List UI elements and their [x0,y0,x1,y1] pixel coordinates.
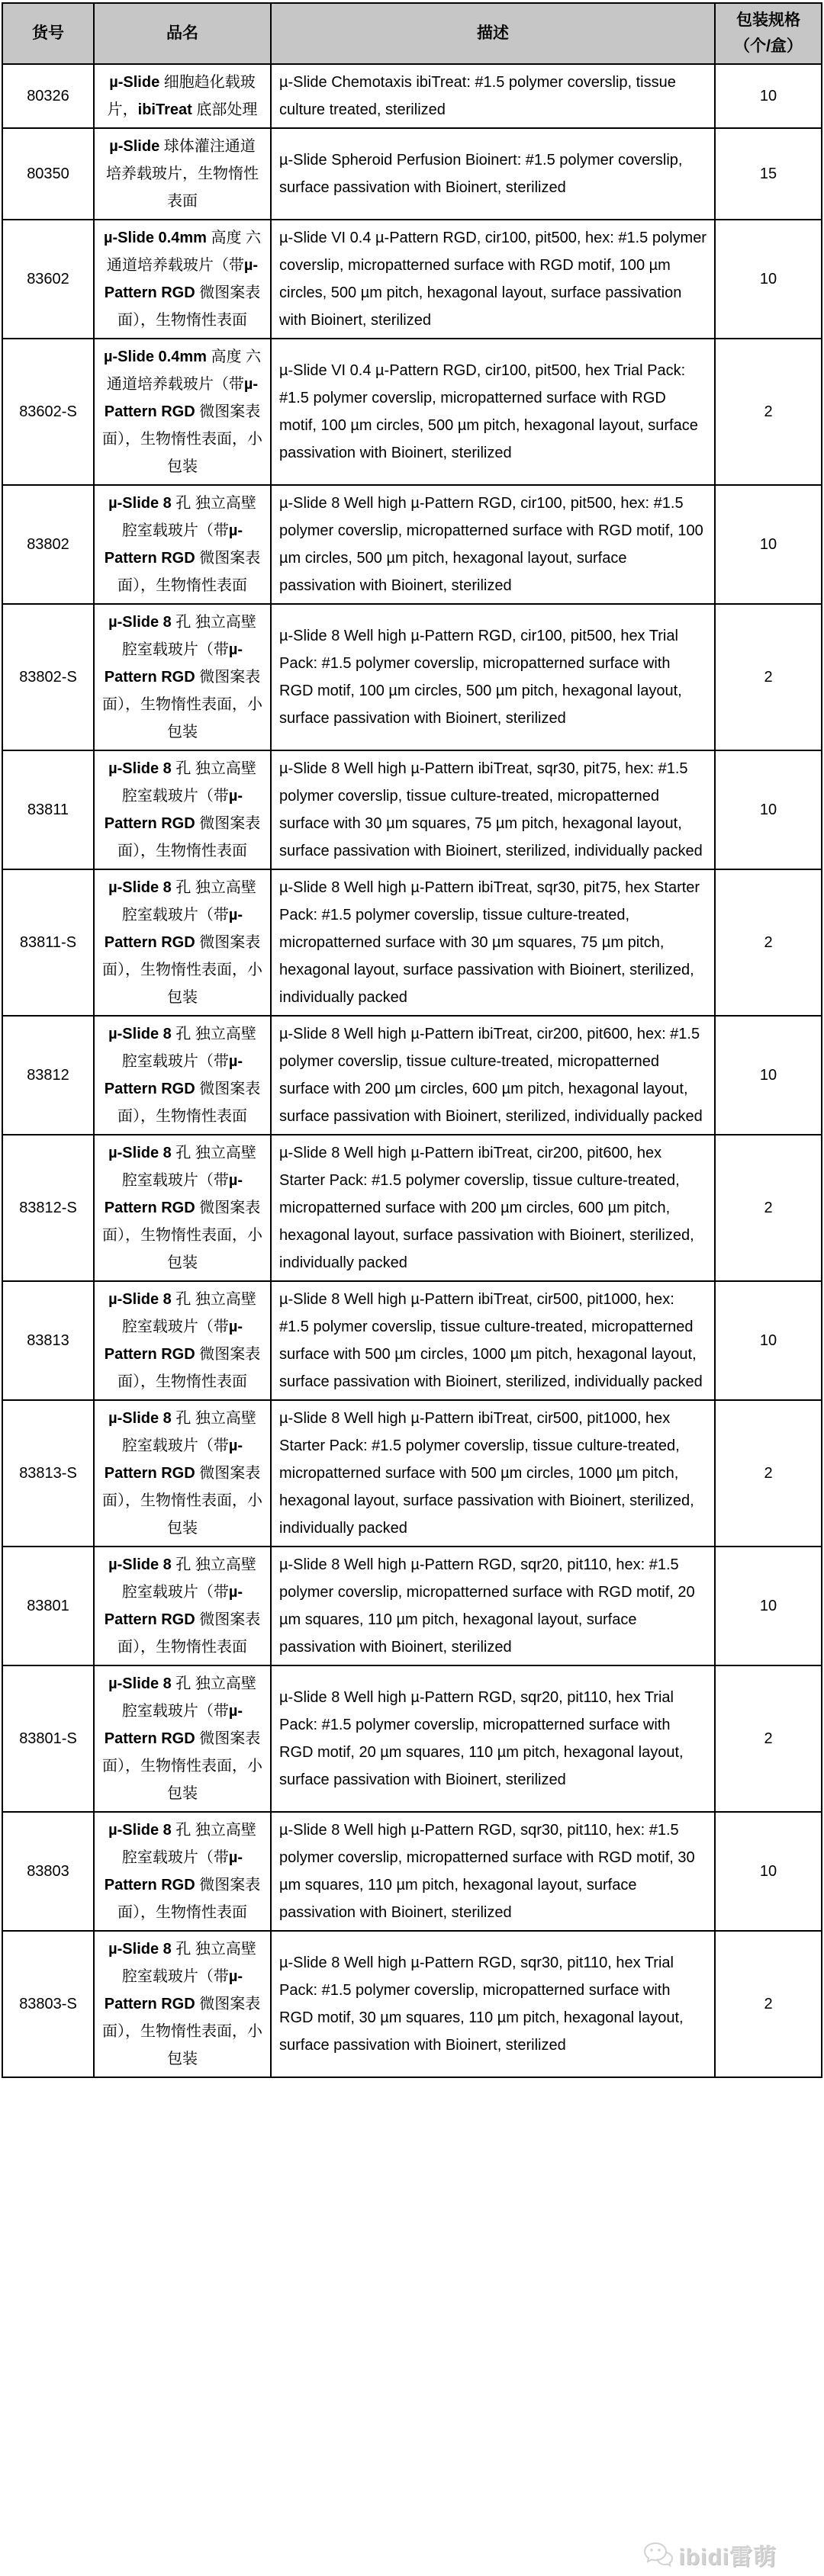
name-cell: µ-Slide 8 孔 独立高壁腔室载玻片（带µ-Pattern RGD 微图案表面），生物惰性表面，小包装 [94,869,271,1016]
table-row [2,1931,822,2077]
col-header-desc: 描述 [271,3,715,64]
pack-cell: 2 [715,604,822,750]
table-row [2,1400,822,1547]
col-header-pack-line2: （个/盒） [734,37,803,55]
desc-cell: µ-Slide 8 Well high µ-Pattern RGD, sqr20, pit110, hex Trial Pack: #1.5 polymer coverslip, micropatterned surface with RGD motif, 20 µm squares, 110 µm pitch, hexagonal layout, surface passivation with Bioinert, sterilized [271,1665,715,1812]
sku-cell: 83803 [2,1812,94,1931]
sku-cell: 83602-S [2,339,94,485]
sku-cell: 83813-S [2,1400,94,1547]
sku-cell: 83812-S [2,1135,94,1281]
pack-cell: 10 [715,1812,822,1931]
col-header-pack [715,3,822,64]
pack-cell: 2 [715,1400,822,1547]
desc-cell: µ-Slide 8 Well high µ-Pattern ibiTreat, cir500, pit1000, hex: #1.5 polymer coverslip, tissue culture-treated, micropatterned surface with 500 µm circles, 1000 µm pitch, hexagonal layout, surface passivation with Bioinert, sterilized, individually packed [271,1281,715,1400]
sku-cell: 83811-S [2,869,94,1016]
table-body [2,64,822,2077]
name-cell: µ-Slide 8 孔 独立高壁腔室载玻片（带µ-Pattern RGD 微图案表面），生物惰性表面 [94,1812,271,1931]
pack-cell: 2 [715,1135,822,1281]
desc-cell: µ-Slide 8 Well high µ-Pattern RGD, cir100, pit500, hex Trial Pack: #1.5 polymer coverslip, micropatterned surface with RGD motif, 100 µm circles, 500 µm pitch, hexagonal layout, surface passivation with Bioinert, sterilized [271,604,715,750]
sku-cell: 83812 [2,1016,94,1135]
name-cell: µ-Slide 8 孔 独立高壁腔室载玻片（带µ-Pattern RGD 微图案表面），生物惰性表面 [94,485,271,604]
sku-cell: 80350 [2,128,94,220]
table-header-row [2,3,822,64]
sku-cell: 83801 [2,1547,94,1665]
pack-cell: 15 [715,128,822,220]
pack-cell: 2 [715,339,822,485]
name-cell: µ-Slide 球体灌注通道培养载玻片，生物惰性表面 [94,128,271,220]
pack-cell: 10 [715,64,822,128]
wechat-icon [643,2542,674,2568]
desc-cell: µ-Slide VI 0.4 µ-Pattern RGD, cir100, pit500, hex Trial Pack: #1.5 polymer coverslip, micropatterned surface with RGD motif, 100 µm circles, 500 µm pitch, hexagonal layout, surface passivation with Bioinert, sterilized [271,339,715,485]
pack-cell: 2 [715,1665,822,1812]
name-cell: µ-Slide 0.4mm 高度 六通道培养载玻片（带µ-Pattern RGD 微图案表面），生物惰性表面，小包装 [94,339,271,485]
watermark [643,2538,777,2571]
pack-cell: 10 [715,485,822,604]
table-row [2,1665,822,1812]
col-header-pack-line1: 包装规格 [736,11,800,29]
desc-cell: µ-Slide 8 Well high µ-Pattern ibiTreat, sqr30, pit75, hex: #1.5 polymer coverslip, tissue culture-treated, micropatterned surface with 30 µm squares, 75 µm pitch, hexagonal layout, surface passivation with Bioinert, sterilized, individually packed [271,750,715,869]
name-cell: µ-Slide 8 孔 独立高壁腔室载玻片（带µ-Pattern RGD 微图案表面），生物惰性表面，小包装 [94,604,271,750]
table-row [2,485,822,604]
table-row [2,1812,822,1931]
name-cell: µ-Slide 8 孔 独立高壁腔室载玻片（带µ-Pattern RGD 微图案表面），生物惰性表面，小包装 [94,1931,271,2077]
name-cell: µ-Slide 细胞趋化载玻片，ibiTreat 底部处理 [94,64,271,128]
desc-cell: µ-Slide Spheroid Perfusion Bioinert: #1.5 polymer coverslip, surface passivation with Bioinert, sterilized [271,128,715,220]
desc-cell: µ-Slide 8 Well high µ-Pattern ibiTreat, cir500, pit1000, hex Starter Pack: #1.5 polymer coverslip, tissue culture-treated, micropatterned surface with 500 µm circles, 1000 µm pitch, hexagonal layout, surface passivation with Bioinert, sterilized, individually packed [271,1400,715,1547]
col-header-sku: 货号 [2,3,94,64]
desc-cell: µ-Slide VI 0.4 µ-Pattern RGD, cir100, pit500, hex: #1.5 polymer coverslip, micropatterned surface with RGD motif, 100 µm circles, 500 µm pitch, hexagonal layout, surface passivation with Bioinert, sterilized [271,220,715,339]
col-header-name: 品名 [94,3,271,64]
sku-cell: 83802-S [2,604,94,750]
product-table [2,2,822,2078]
name-cell: µ-Slide 8 孔 独立高壁腔室载玻片（带µ-Pattern RGD 微图案表面），生物惰性表面 [94,1016,271,1135]
table-row [2,1281,822,1400]
table-row [2,1547,822,1665]
pack-cell: 2 [715,869,822,1016]
table-row [2,1016,822,1135]
name-cell: µ-Slide 8 孔 独立高壁腔室载玻片（带µ-Pattern RGD 微图案表面），生物惰性表面，小包装 [94,1135,271,1281]
sku-cell: 83803-S [2,1931,94,2077]
pack-cell: 10 [715,750,822,869]
watermark-text: ibidi雷萌 [678,2545,777,2570]
table-row [2,339,822,485]
desc-cell: µ-Slide 8 Well high µ-Pattern ibiTreat, cir200, pit600, hex Starter Pack: #1.5 polymer coverslip, tissue culture-treated, micropatterned surface with 200 µm circles, 600 µm pitch, hexagonal layout, surface passivation with Bioinert, sterilized, individually packed [271,1135,715,1281]
sku-cell: 83811 [2,750,94,869]
desc-cell: µ-Slide 8 Well high µ-Pattern RGD, sqr20, pit110, hex: #1.5 polymer coverslip, micropatterned surface with RGD motif, 20 µm squares, 110 µm pitch, hexagonal layout, surface passivation with Bioinert, sterilized [271,1547,715,1665]
name-cell: µ-Slide 8 孔 独立高壁腔室载玻片（带µ-Pattern RGD 微图案表面），生物惰性表面 [94,1547,271,1665]
desc-cell: µ-Slide 8 Well high µ-Pattern ibiTreat, sqr30, pit75, hex Starter Pack: #1.5 polymer coverslip, tissue culture-treated, micropatterned surface with 30 µm squares, 75 µm pitch, hexagonal layout, surface passivation with Bioinert, sterilized, individually packed [271,869,715,1016]
desc-cell: µ-Slide 8 Well high µ-Pattern RGD, sqr30, pit110, hex: #1.5 polymer coverslip, micropatterned surface with RGD motif, 30 µm squares, 110 µm pitch, hexagonal layout, surface passivation with Bioinert, sterilized [271,1812,715,1931]
table-row [2,604,822,750]
table-row [2,220,822,339]
table-row [2,64,822,128]
pack-cell: 10 [715,1281,822,1400]
pack-cell: 2 [715,1931,822,2077]
pack-cell: 10 [715,220,822,339]
table-row [2,1135,822,1281]
table-row [2,128,822,220]
sku-cell: 83813 [2,1281,94,1400]
sku-cell: 83802 [2,485,94,604]
table-row [2,869,822,1016]
desc-cell: µ-Slide 8 Well high µ-Pattern RGD, cir100, pit500, hex: #1.5 polymer coverslip, micropatterned surface with RGD motif, 100 µm circles, 500 µm pitch, hexagonal layout, surface passivation with Bioinert, sterilized [271,485,715,604]
sku-cell: 80326 [2,64,94,128]
sku-cell: 83801-S [2,1665,94,1812]
name-cell: µ-Slide 8 孔 独立高壁腔室载玻片（带µ-Pattern RGD 微图案表面），生物惰性表面 [94,750,271,869]
pack-cell: 10 [715,1016,822,1135]
table-row [2,750,822,869]
name-cell: µ-Slide 0.4mm 高度 六通道培养载玻片（带µ-Pattern RGD 微图案表面），生物惰性表面 [94,220,271,339]
pack-cell: 10 [715,1547,822,1665]
desc-cell: µ-Slide 8 Well high µ-Pattern ibiTreat, cir200, pit600, hex: #1.5 polymer coverslip, tissue culture-treated, micropatterned surface with 200 µm circles, 600 µm pitch, hexagonal layout, surface passivation with Bioinert, sterilized, individually packed [271,1016,715,1135]
name-cell: µ-Slide 8 孔 独立高壁腔室载玻片（带µ-Pattern RGD 微图案表面），生物惰性表面 [94,1281,271,1400]
desc-cell: µ-Slide Chemotaxis ibiTreat: #1.5 polymer coverslip, tissue culture treated, sterilized [271,64,715,128]
desc-cell: µ-Slide 8 Well high µ-Pattern RGD, sqr30, pit110, hex Trial Pack: #1.5 polymer coverslip, micropatterned surface with RGD motif, 30 µm squares, 110 µm pitch, hexagonal layout, surface passivation with Bioinert, sterilized [271,1931,715,2077]
sku-cell: 83602 [2,220,94,339]
name-cell: µ-Slide 8 孔 独立高壁腔室载玻片（带µ-Pattern RGD 微图案表面），生物惰性表面，小包装 [94,1400,271,1547]
name-cell: µ-Slide 8 孔 独立高壁腔室载玻片（带µ-Pattern RGD 微图案表面），生物惰性表面，小包装 [94,1665,271,1812]
